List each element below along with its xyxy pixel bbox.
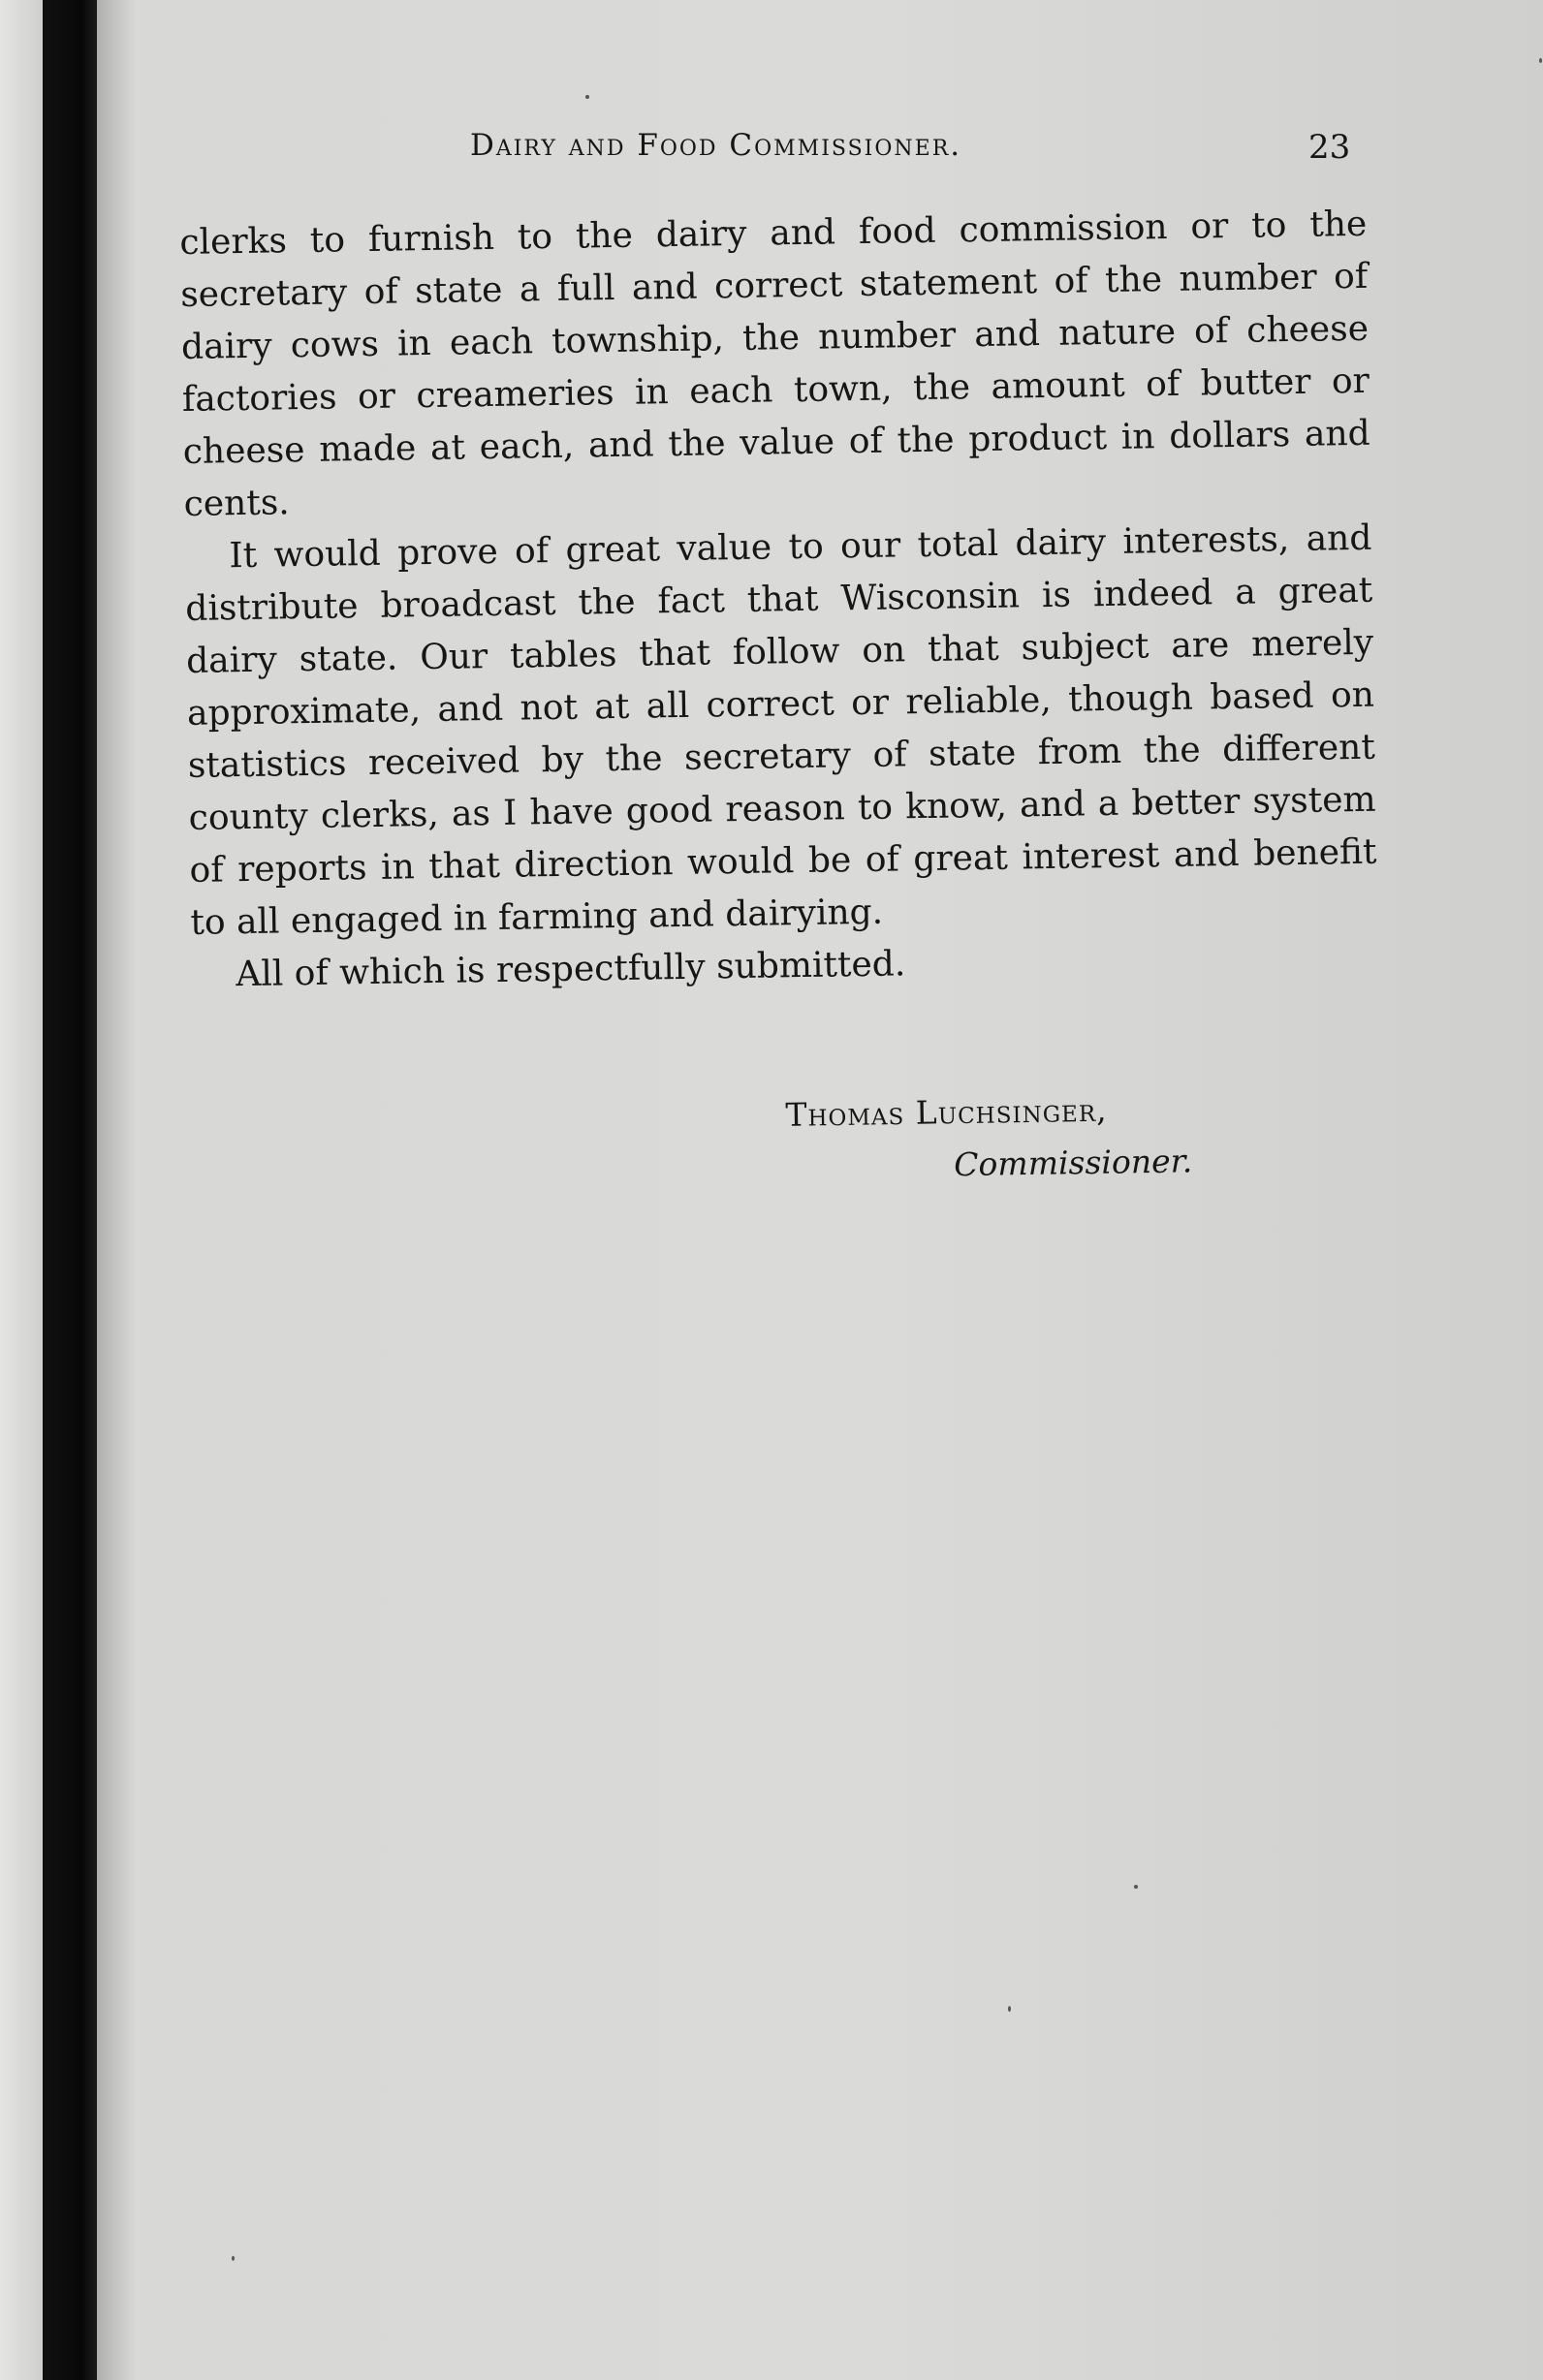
paragraph-closing: All of which is respectfully submitted.: [235, 944, 906, 995]
book-spine-shadow: [43, 0, 97, 2380]
paper-speck: [1134, 1885, 1138, 1889]
signer-name: Thomas Luchsinger,: [785, 1090, 1108, 1134]
signer-title: Commissioner.: [953, 1142, 1193, 1184]
paragraph-continued: clerks to furnish to the dairy and food commission or to the secretary of state a full and correct statement of the number of dairy cows in each township, the number and nature of cheese factories or creameries in each town, the amount of butter or cheese made at each, and the value of the product in dollars and cents.: [179, 204, 1370, 524]
running-head: [470, 128, 1351, 186]
body-text: [179, 199, 1379, 1002]
paper-speck: [585, 95, 589, 99]
paper-speck: [1539, 58, 1542, 63]
page-number: 23: [1308, 128, 1351, 167]
gutter-shadow: [97, 0, 136, 2380]
page-edge: [0, 0, 43, 2380]
paragraph-dairy-statistics: It would prove of great value to our total dairy interests, and distribute broadcast the fact that Wisconsin is indeed a great dairy state. Our tables that follow on that subject are merely approximate, and not at all correct or reliable, though based on statistics received by the secretary of state from the different county clerks, as I have good reason to know, and a better system of reports in that direction would be of great interest and benefit to all engaged in farming and dairying.: [185, 517, 1377, 943]
paper-speck: [1008, 2006, 1011, 2012]
paper-speck: [232, 2256, 235, 2261]
signature-block: [780, 1080, 1364, 1194]
running-title: Dairy and Food Commissioner.: [470, 128, 962, 163]
